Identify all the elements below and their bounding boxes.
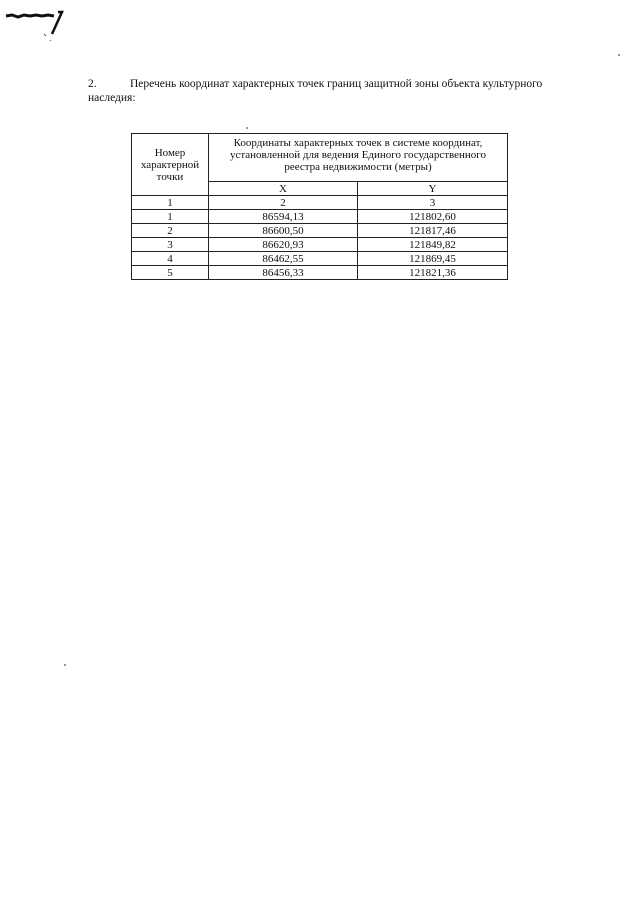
coord-y: 121869,45 xyxy=(358,252,508,266)
header-y: Y xyxy=(358,182,508,196)
header-coordinates: Координаты характерных точек в системе координат, установленной для ведения Единого государственного реестра недвижимости (метры) xyxy=(209,134,508,182)
list-paragraph xyxy=(88,77,548,105)
scan-speck xyxy=(246,127,248,129)
header-point-number: Номер характерной точки xyxy=(132,134,209,196)
coord-x: 86620,93 xyxy=(209,238,358,252)
point-number: 2 xyxy=(132,224,209,238)
coordinates-table xyxy=(131,133,508,280)
paragraph-text: Перечень координат характерных точек границ защитной зоны объекта культурного наследия: xyxy=(88,78,543,104)
header-x: X xyxy=(209,182,358,196)
table-row xyxy=(132,224,508,238)
index-cell-2: 2 xyxy=(209,196,358,210)
table-row xyxy=(132,238,508,252)
coord-y: 121849,82 xyxy=(358,238,508,252)
coord-y: 121821,36 xyxy=(358,266,508,280)
coord-x: 86594,13 xyxy=(209,210,358,224)
index-cell-3: 3 xyxy=(358,196,508,210)
point-number: 5 xyxy=(132,266,209,280)
table-row xyxy=(132,252,508,266)
coord-y: 121817,46 xyxy=(358,224,508,238)
point-number: 3 xyxy=(132,238,209,252)
scan-speck xyxy=(64,664,66,666)
paragraph-number: 2. xyxy=(88,78,97,90)
point-number: 1 xyxy=(132,210,209,224)
point-number: 4 xyxy=(132,252,209,266)
coord-x: 86462,55 xyxy=(209,252,358,266)
table-row xyxy=(132,210,508,224)
table-row xyxy=(132,266,508,280)
index-cell-1: 1 xyxy=(132,196,209,210)
coord-x: 86600,50 xyxy=(209,224,358,238)
coord-x: 86456,33 xyxy=(209,266,358,280)
coord-y: 121802,60 xyxy=(358,210,508,224)
table-index-row xyxy=(132,196,508,210)
scan-artifact-mark xyxy=(4,4,68,44)
scan-speck xyxy=(618,54,620,56)
